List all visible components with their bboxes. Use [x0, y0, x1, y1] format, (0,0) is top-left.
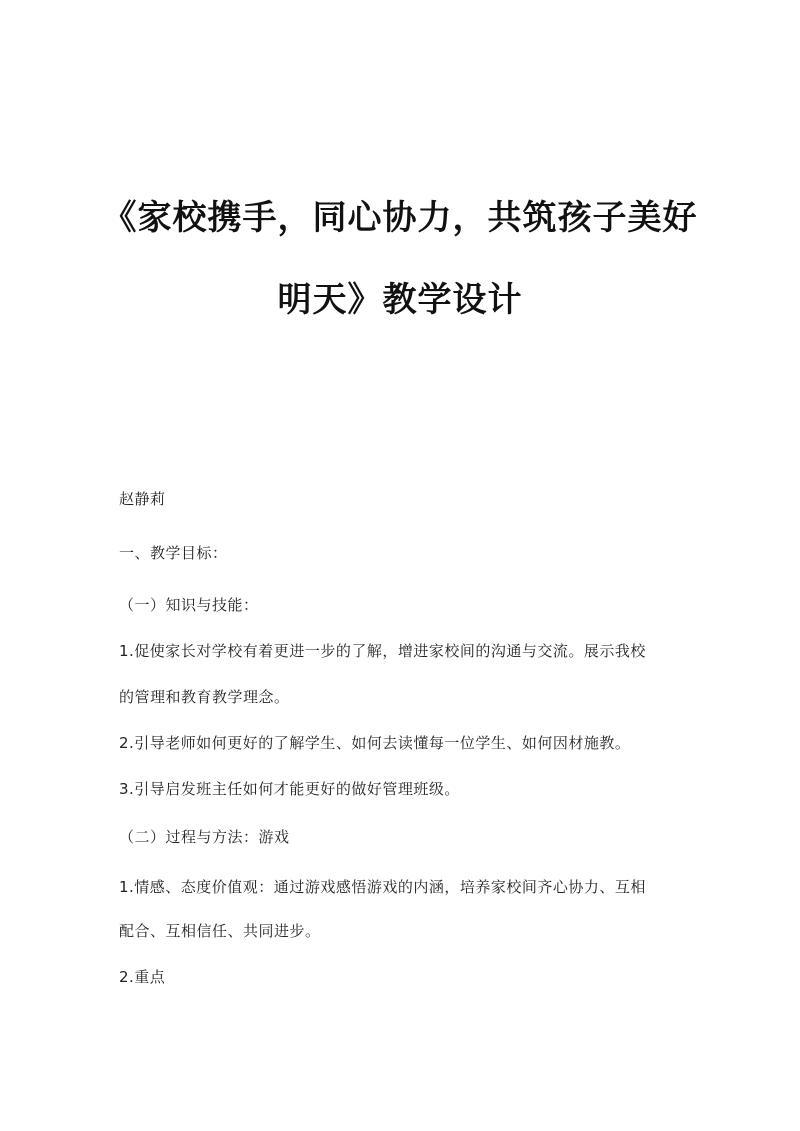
section-heading-teaching-goals: 一、教学目标： [119, 544, 228, 562]
paragraph-goal-3: 3.引导启发班主任如何才能更好的做好管理班级。 [119, 780, 460, 798]
paragraph-goal-1-line-1: 1.促使家长对学校有着更进一步的了解，增进家校间的沟通与交流。展示我校 [119, 642, 646, 660]
paragraph-emotion-line-1: 1.情感、态度价值观：通过游戏感悟游戏的内涵，培养家校间齐心协力、互相 [119, 878, 646, 896]
subsection-heading-knowledge-skills: （一）知识与技能： [119, 596, 259, 614]
paragraph-goal-2: 2.引导老师如何更好的了解学生、如何去读懂每一位学生、如何因材施教。 [119, 734, 631, 752]
document-title-line-2: 明天》教学设计 [277, 280, 523, 320]
paragraph-emotion-line-2: 配合、互相信任、共同进步。 [119, 922, 321, 940]
subsection-heading-process-method: （二）过程与方法：游戏 [119, 828, 290, 846]
author-name: 赵静莉 [119, 490, 166, 508]
document-title-line-1: 《家校携手，同心协力，共筑孩子美好 [102, 198, 698, 238]
paragraph-goal-1-line-2: 的管理和教育教学理念。 [119, 688, 290, 706]
paragraph-key-points: 2.重点 [119, 968, 166, 986]
